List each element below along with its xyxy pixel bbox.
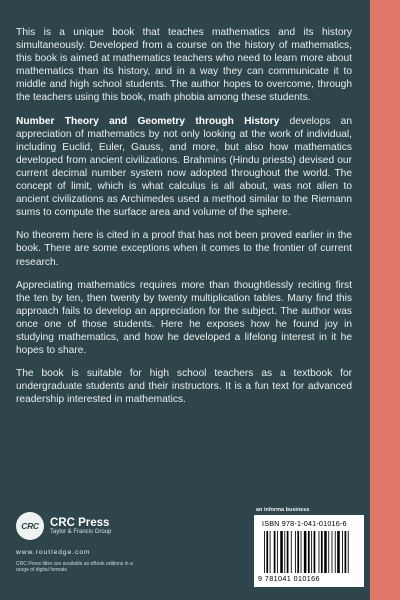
publisher-logo (16, 512, 186, 540)
barcode-number: 9 781041 010166 (258, 574, 320, 583)
publisher-group: Taylor & Francis Group (50, 528, 112, 535)
barcode-icon (264, 531, 354, 573)
isbn-text: ISBN 978-1-041-01016-6 (262, 519, 347, 528)
blurb-paragraph-5: The book is suitable for high school teachers as a textbook for undergraduate students and their instructors. It is a fun text for advanced readership interested in mathematics. (16, 368, 352, 406)
book-title-inline: Number Theory and Geometry through History (16, 115, 280, 127)
publisher-block (16, 512, 186, 573)
back-cover-blurb (16, 26, 352, 406)
blurb-paragraph-3: No theorem here is cited in a proof that has not been proved earlier in the book. There are some exceptions when it comes to the frontier of current research. (16, 230, 352, 268)
ebook-note: CRC Press titles are available as eBook editions in a range of digital formats (16, 561, 133, 574)
spine-color-strip (370, 0, 400, 600)
blurb-paragraph-4: Appreciating mathematics requires more than thoughtlessly reciting first the ten by ten, then twenty by twenty multiplication tables. Many find this approach fails to develop an appreciation for the subject. The author was once one of those students. Here he exposes how he found joy in studying mathematics, and how he developed a lifelong interest in it he hopes to share. (16, 279, 352, 357)
barcode-panel (254, 515, 364, 587)
blurb-paragraph-2-text: develops an appreciation of mathematics by not only looking at the work of individual, including Euclid, Euler, Gauss, and more, but also how mathematics developed from ancient civilizations. Brahmins (Hindu priests) devised our current decimal number system now adopted throughout the world. The concept of limit, which is what calculus is all about, was not alien to ancient civilizations as Archimedes used a method similar to the Riemann sums to compute the surface area and volume of the sphere. (16, 115, 352, 219)
publisher-website: www.routledge.com (16, 549, 91, 556)
informa-label: an informa business (256, 507, 310, 513)
blurb-paragraph-1: This is a unique book that teaches mathematics and its history simultaneously. Developed from a course on the history of mathematics, this book is aimed at mathematics teachers who need to learn more about mathematics than its history, and in a way they can communicate it to middle and high school students. The author hopes to overcome, through the teachers using this book, math phobia among these students. (16, 27, 352, 104)
blurb-paragraph-2 (16, 115, 352, 220)
crc-logo-icon: CRC (16, 512, 44, 540)
publisher-name: CRC Press (50, 516, 110, 529)
